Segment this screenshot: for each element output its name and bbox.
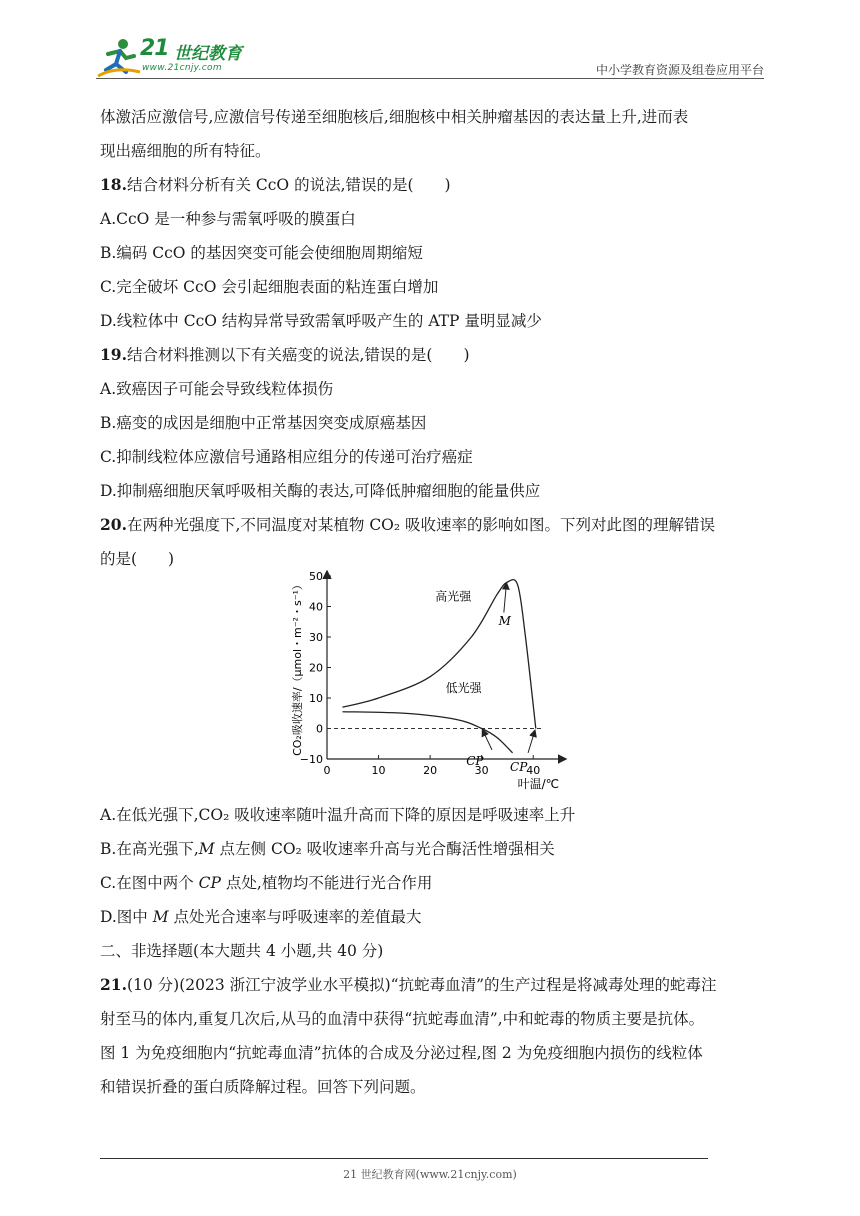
y-tick-label: 10: [309, 692, 323, 705]
co2-absorption-chart: [285, 570, 585, 792]
cp1-label: CP: [466, 754, 484, 769]
series-label-high: 高光强: [435, 589, 472, 604]
x-tick-label: 10: [371, 764, 386, 777]
y-tick-label: 50: [309, 570, 323, 583]
q18-option-a: A.CcO 是一种参与需氧呼吸的膜蛋白: [100, 210, 356, 228]
page-header: [96, 28, 764, 82]
option-text: D.图中: [100, 908, 153, 926]
option-text: 点处光合速率与呼吸速率的差值最大: [168, 908, 422, 926]
question-19: [100, 338, 470, 372]
x-tick-label: 30: [474, 764, 489, 777]
footer-text: 21 世纪教育网(www.21cnjy.com): [343, 1168, 517, 1181]
y-tick-label: 40: [309, 600, 323, 614]
option-italic: M: [198, 840, 215, 858]
question-stem: 结合材料分析有关 CcO 的说法,错误的是( ): [126, 176, 451, 194]
cp2-label: CP: [510, 760, 528, 775]
question-stem: 结合材料推测以下有关癌变的说法,错误的是( ): [126, 346, 470, 364]
footer-divider: [100, 1158, 708, 1159]
q21-line-4: 和错误折叠的蛋白质降解过程。回答下列问题。: [100, 1078, 426, 1096]
question-number: 18.: [100, 175, 127, 194]
q19-option-a: A.致癌因子可能会导致线粒体损伤: [100, 380, 334, 398]
logo-text: 世纪教育: [174, 44, 242, 64]
y-tick-label: 30: [309, 631, 323, 644]
option-italic: M: [152, 908, 169, 926]
q19-option-b: B.癌变的成因是细胞中正常基因突变成原癌基因: [100, 414, 427, 432]
runner-logo-icon: [96, 36, 142, 80]
q20-option-a: A.在低光强下,CO₂ 吸收速率随叶温升高而下降的原因是呼吸速率上升: [100, 806, 576, 824]
q18-option-d: D.线粒体中 CcO 结构异常导致需氧呼吸产生的 ATP 量明显减少: [100, 312, 542, 330]
logo-number: 21: [140, 36, 169, 61]
x-tick-label: 0: [323, 764, 331, 777]
option-text: 点处,植物均不能进行光合作用: [220, 874, 433, 892]
cp2-arrow: [528, 731, 535, 753]
option-text: C.在图中两个: [100, 874, 199, 892]
option-italic: CP: [198, 874, 221, 892]
platform-name: 中小学教育资源及组卷应用平台: [595, 63, 764, 77]
option-text: 点左侧 CO₂ 吸收速率升高与光合酶活性增强相关: [214, 840, 555, 858]
option-text: B.在高光强下,: [100, 840, 199, 858]
y-axis-label: CO₂吸收速率/（μmol・m⁻²・s⁻¹）: [291, 579, 304, 756]
q21-line-3: 图 1 为免疫细胞内“抗蛇毒血清”抗体的合成及分泌过程,图 2 为免疫细胞内损伤的线粒体: [100, 1044, 703, 1062]
q19-option-d: D.抑制癌细胞厌氧呼吸相关酶的表达,可降低肿瘤细胞的能量供应: [100, 482, 541, 500]
q20-option-c: [100, 866, 432, 900]
question-number: 20.: [100, 515, 127, 534]
q19-option-c: C.抑制线粒体应激信号通路相应组分的传递可治疗癌症: [100, 448, 473, 466]
y-tick-label: 20: [309, 661, 323, 675]
q18-option-c: C.完全破坏 CcO 会引起细胞表面的粘连蛋白增加: [100, 278, 439, 296]
y-tick-label: 0: [316, 722, 323, 736]
q20-option-d: [100, 900, 422, 934]
text-line-2: 现出癌细胞的所有特征。: [100, 142, 271, 160]
page-footer: [0, 1166, 860, 1182]
question-number: 21.: [100, 975, 127, 994]
question-20-cont: 的是( ): [100, 550, 175, 568]
section-title: 二、非选择题(本大题共 4 小题,共 40 分): [100, 942, 384, 960]
q20-option-b: [100, 832, 555, 866]
x-axis-label: 叶温/℃: [517, 777, 560, 791]
q21-line-2: 射至马的体内,重复几次后,从马的血清中获得“抗蛇毒血清”,中和蛇毒的物质主要是抗体。: [100, 1010, 705, 1028]
x-tick-label: 40: [526, 764, 541, 777]
site-logo: [96, 36, 266, 80]
x-tick-label: 20: [423, 764, 438, 777]
question-number: 19.: [100, 345, 127, 364]
question-21: [100, 968, 717, 1002]
series-line-low-light: [342, 712, 512, 753]
y-tick-label: −10: [299, 753, 323, 766]
question-stem: 在两种光强度下,不同温度对某植物 CO₂ 吸收速率的影响如图。下列对此图的理解错误: [126, 516, 716, 534]
header-divider: [96, 78, 764, 79]
m-label: M: [498, 613, 511, 628]
text-line-1: 体激活应激信号,应激信号传递至细胞核后,细胞核中相关肿瘤基因的表达量上升,进而表: [100, 108, 689, 126]
question-stem: (10 分)(2023 浙江宁波学业水平模拟)“抗蛇毒血清”的生产过程是将减毒处理的蛇毒注: [126, 976, 717, 994]
question-18: [100, 168, 451, 202]
question-20: [100, 508, 715, 542]
m-arrow: [504, 584, 507, 613]
logo-url: www.21cnjy.com: [142, 63, 222, 73]
q18-option-b: B.编码 CcO 的基因突变可能会使细胞周期缩短: [100, 244, 423, 262]
series-label-low: 低光强: [445, 680, 482, 695]
